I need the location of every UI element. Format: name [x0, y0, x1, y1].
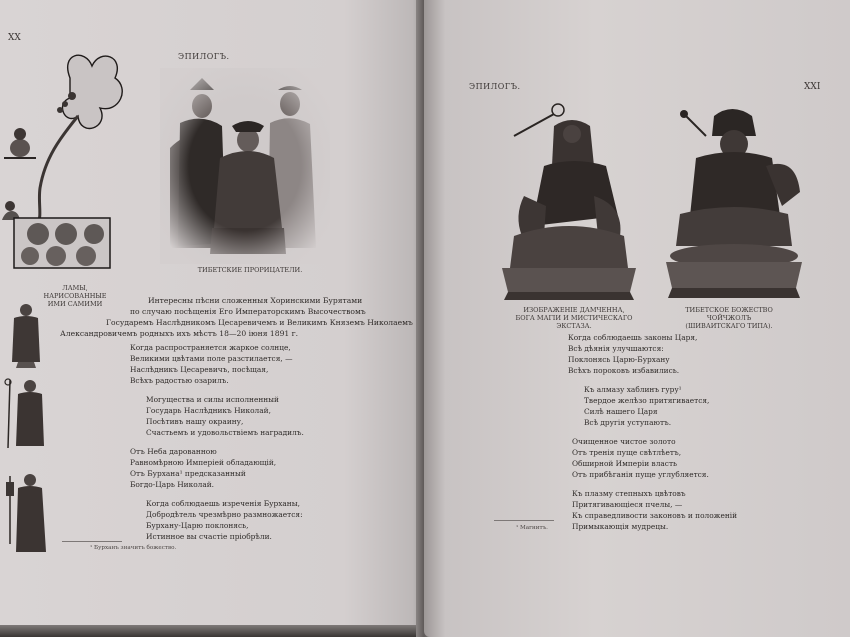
verse-line: Государь Наслѣдникъ Николай,: [146, 406, 271, 415]
intro-paragraph: [60, 295, 413, 339]
verse-line: Силѣ нашего Царя: [584, 407, 658, 416]
verse-line: Отъ Неба дарованною: [130, 447, 217, 456]
lama-drawing-illustration: [0, 48, 135, 284]
damchenna-caption-line1: ИЗОБРАЖЕНІЕ ДАМЧЕННА,: [523, 306, 625, 314]
intro-line: Александровичемъ родныхъ ихъ мѣстъ 18—20 іюня 1891 г.: [60, 329, 299, 338]
verse-line: Добродѣтель чрезмѣрно размножается:: [146, 510, 303, 519]
stanza: [568, 436, 737, 480]
verse-line: Великими цвѣтами поле разстилается, —: [130, 354, 293, 363]
stanza: [130, 498, 304, 542]
verse-line: Къ справедливости законовъ и положеній: [572, 511, 738, 520]
verse-line: Богдо-Царь Николай.: [130, 480, 215, 489]
verse-line: Отъ тренія пуще свѣтлѣетъ,: [572, 448, 682, 457]
page-number-left: XX: [8, 33, 21, 43]
verse-line: Отъ прибѣганія пуще углубляется.: [572, 470, 709, 479]
right-page: [424, 0, 850, 637]
lama-figures-column: [0, 300, 55, 562]
verse-line: Бурхану-Царю поклонясь,: [146, 521, 249, 530]
verse-line: Всѣ дѣянія улучшаются:: [568, 344, 664, 353]
verse-line: Всѣхъ пороковъ избавились.: [568, 366, 680, 375]
choichzhol-caption-line1: ТИБЕТСКОЕ БОЖЕСТВО ЧОЙЧЖОЛЪ: [685, 306, 773, 322]
intro-line: Государемъ Наслѣдникомъ Цесаревичемъ и Великимъ Княземъ Николаемъ: [106, 318, 413, 327]
stanza: [130, 394, 304, 438]
verse-line: Поклонясь Царю-Бурхану: [568, 355, 670, 364]
verse-line: Могущества и силы исполненный: [146, 395, 279, 404]
footnote-left: ¹ Бурханъ значитъ божество.: [90, 545, 177, 551]
verse-line: Къ алмазу хаблинъ гуру¹: [584, 385, 682, 394]
verse-line: Притягивающіеся пчелы, —: [572, 500, 683, 509]
choichzhol-caption: [669, 306, 789, 330]
verse-line: Истинное вы счастіе пріобрѣли.: [146, 532, 272, 541]
verse-line: Твердое желѣзо притягивается,: [584, 396, 710, 405]
stanza: [568, 384, 737, 428]
verse-line: Когда соблюдаешь законы Царя,: [568, 333, 698, 342]
verse-line: Всѣхъ радостью озарилъ.: [130, 376, 229, 385]
stanza: [130, 446, 304, 490]
running-head-left: ЭПИЛОГЪ.: [178, 52, 230, 61]
intro-line: по случаю посѣщенія Его Императорскимъ Высочествомъ: [130, 307, 366, 316]
prophets-photograph: [160, 68, 330, 264]
verse-line: Равномѣрною Имперіей обладающій,: [130, 458, 277, 467]
verse-line: Отъ Бурхана¹ предсказанный: [130, 469, 246, 478]
verse-line: Наслѣдникъ Цесаревичъ, посѣщая,: [130, 365, 269, 374]
verse-line: Примыкающія мудрецы.: [572, 522, 669, 531]
damchenna-statue-image: [494, 96, 644, 302]
verse-line: Очищенное чистое золото: [572, 437, 676, 446]
drawing-caption-line2: ИМИ САМИМИ: [47, 300, 103, 308]
page-number-right: XXI: [804, 82, 821, 92]
footnote-right: ¹ Магнитъ.: [516, 525, 548, 531]
drawing-caption-line1: ЛАМЫ, НАРИСОВАННЫЕ: [43, 284, 107, 300]
choichzhol-statue-image: [656, 96, 806, 302]
stanza: [568, 332, 737, 376]
verse-block-left: [130, 342, 304, 542]
verse-block-right: [568, 332, 737, 532]
running-head-right: ЭПИЛОГЪ.: [469, 82, 521, 91]
damchenna-caption-line2: БОГА МАГІИ И МИСТИЧЕСКАГО ЭКСТАЗА.: [515, 314, 633, 330]
stanza: [130, 342, 304, 386]
verse-line: Къ плазму степныхъ цвѣтовъ: [572, 489, 686, 498]
verse-line: Когда соблюдаешь изреченія Бурханы,: [146, 499, 300, 508]
photo-caption: ТИБЕТСКИЕ ПРОРИЦАТЕЛИ.: [197, 266, 303, 274]
left-page: [0, 0, 430, 625]
damchenna-caption: [514, 306, 634, 330]
stanza: [568, 488, 737, 532]
verse-line: Всѣ другія уступаютъ.: [584, 418, 672, 427]
verse-line: Обширной Имперіи власть: [572, 459, 678, 468]
footnote-rule-left: [62, 541, 122, 542]
verse-line: Когда распространяется жаркое солнце,: [130, 343, 291, 352]
choichzhol-caption-line2: (ШИВАИТСКАГО ТИПА).: [685, 322, 773, 330]
verse-line: Счастьемъ и удовольствіемъ наградилъ.: [146, 428, 304, 437]
verse-line: Посѣтивъ нашу окраину,: [146, 417, 244, 426]
intro-line: Интересны пѣсни сложенныя Хоринскими Бурятами: [148, 296, 363, 305]
footnote-rule-right: [494, 520, 554, 521]
